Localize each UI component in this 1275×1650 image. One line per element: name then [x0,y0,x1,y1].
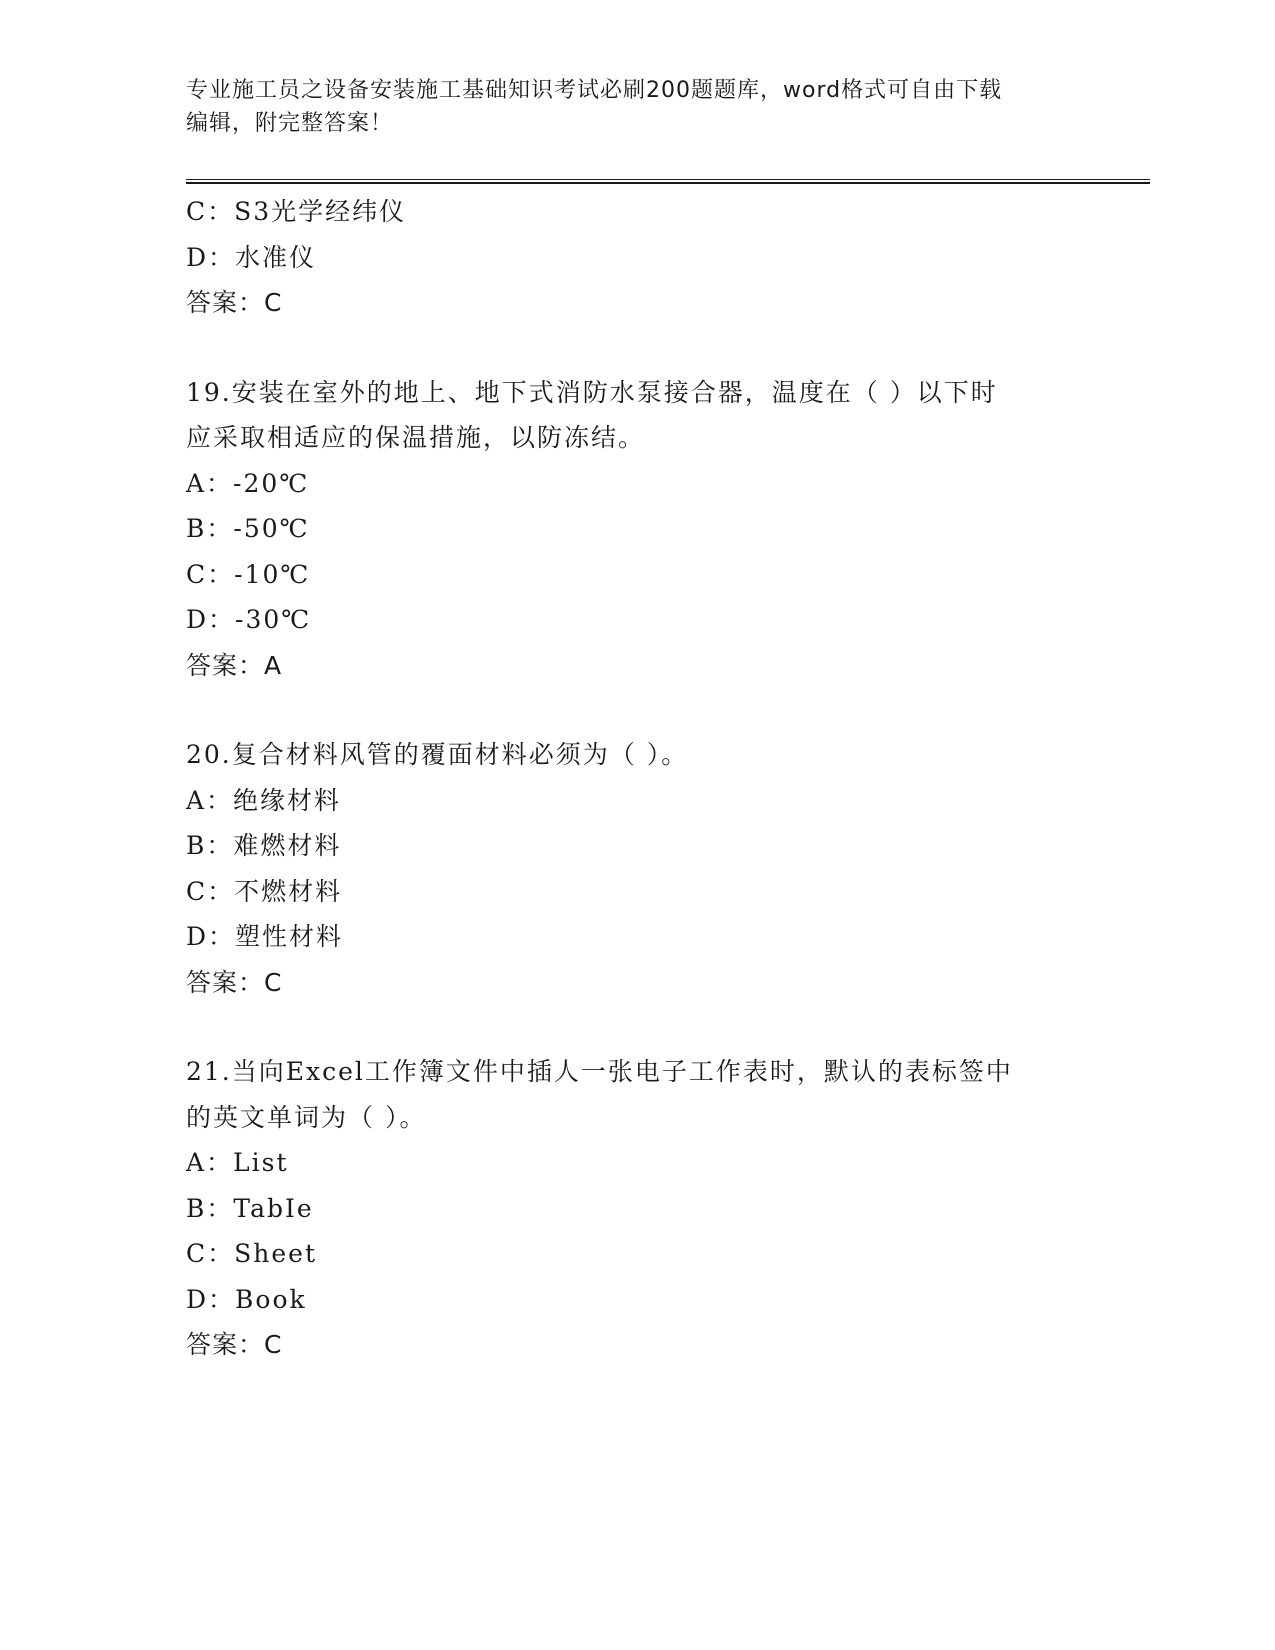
option-b: B：-50℃ [186,514,310,543]
spacer [186,326,1086,370]
option-c: C：-10℃ [186,559,311,589]
answer: 答案：C [186,288,283,317]
option-a: A：List [186,1148,289,1177]
option-d: D：塑性材料 [186,922,344,951]
question-21 [186,1049,1086,1368]
question-stem-line-2: 应采取相适应的保温措施，以防冻结。 [186,423,646,452]
option-d: D：水准仪 [186,242,317,272]
questions-content [186,189,1086,1368]
page-header [186,74,1066,140]
answer: 答案：C [186,967,283,997]
question-stem-line-1: 21.当向Excel工作簿文件中插人一张电子工作表时，默认的表标签中 [186,1057,1013,1086]
question-stem-line-1: 20.复合材料风管的覆面材料必须为（ ）。 [186,740,689,769]
option-d: D：Book [186,1284,307,1314]
header-divider [186,179,1150,184]
option-c: C：S3光学经纬仪 [186,197,407,226]
spacer [186,688,1086,732]
option-c: C：不燃材料 [186,876,343,906]
question-stem-line-2: 的英文单词为（ ）。 [186,1102,427,1132]
option-b: B：TabIe [186,1193,314,1223]
option-c: C：Sheet [186,1239,317,1268]
option-d: D：-30℃ [186,605,312,634]
question-19 [186,370,1086,689]
header-title-line-2: 编辑，附完整答案！ [186,111,394,136]
header-title-line-1: 专业施工员之设备安装施工基础知识考试必刷200题题库，word格式可自由下载 [186,78,1003,103]
option-b: B：难燃材料 [186,831,342,860]
option-a: A：-20℃ [186,468,310,498]
question-stem-line-1: 19.安装在室外的地上、地下式消防水泵接合器，温度在（ ）以下时 [186,377,998,407]
spacer [186,1005,1086,1049]
question-20 [186,732,1086,1005]
answer: 答案：C [186,1330,283,1359]
answer: 答案：A [186,650,283,680]
option-a: A：绝缘材料 [186,785,342,815]
question-18-continuation [186,189,1086,326]
